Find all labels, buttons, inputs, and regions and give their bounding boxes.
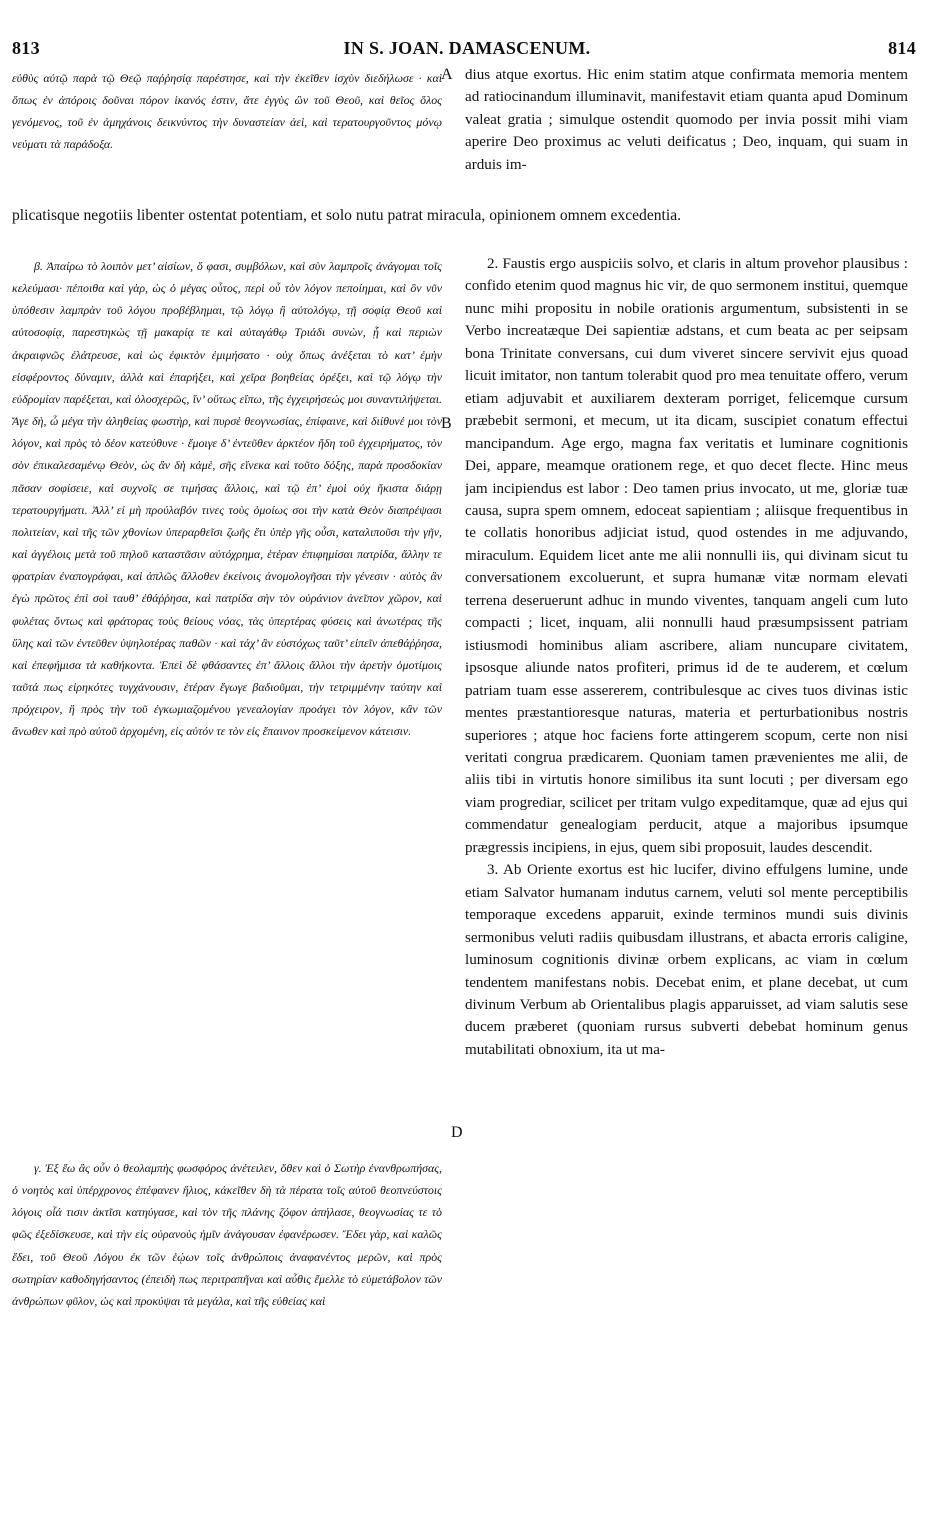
running-title: IN S. JOAN. DAMASCENUM. xyxy=(343,38,591,58)
greek-paragraph-continuation: εὐθὺς αὐτῷ παρὰ τῷ Θεῷ παῤῥησίᾳ παρέστησε, καὶ τὴν ἐκεῖθεν ἰσχὺν διεδήλωσε · καὶ ὅπως ἐν ἀπόροις δοῦναι πόρον ἱκανός ἐστιν, ἅτε ἐγγὺς ὢν τοῦ Θεοῦ, καὶ θεῖος ὅλος γενόμενος, τοῦ ἐν ἀμηχάνοις δεικνύντος τὴν δυναστείαν ἀεὶ, καὶ τερατουργοῦντος μόνῳ νεύματι τὰ παράδοξα. xyxy=(12,71,442,152)
greek-section-3 xyxy=(12,1157,442,1537)
greek-section-2 xyxy=(12,255,442,1150)
greek-column-top xyxy=(12,67,442,201)
latin-column-top xyxy=(465,64,908,206)
latin-paragraph-continuation: dius atque exortus. Hic enim statim atque confirmata memoria mentem ad ratiocinandum illuminavit, manifestavit etiam quanta apud Dominum valeat gratia ; simulque ostendit quomodo per invia possit mihi viam aperire Deo proximus ac veluti deificatus ; Deo, inquam, qui suam in arduis im- xyxy=(465,67,908,173)
page-number-left: 813 xyxy=(12,38,40,58)
latin-paragraph-2: 2. Faustis ergo auspiciis solvo, et claris in altum provehor plausibus : confido etenim quod magnus hic vir, de quo sermonem institui, quemque nunc mihi propositu in nobile orationis argumentum, subsistenti in se Verbo increatæque Dei sapientiæ adstans, et cum beata ac per seipsam bona Trinitate conversans, cui dum viveret sincere servivit ejus quoad licuit imitator, non tantum tolerabit quod pro mea tenuitate offero, verum etiam adjuvabit et auxiliarem dexteram porriget, felicemque cursum præbebit sermoni, et mecum, ut ita dicam, suscipiet conatum effectui mancipandum. Age ergo, magna fax veritatis et luminare cognitionis Dei, appare, meamque orationem rege, et quo decet flecte. Hinc meus jam incipiendus est labor : Deo tamen prius invocato, ut me, gloriæ tuæ causa, supra spem omnem, edoceat sapientiam ; aliisque frequentibus in te collatis honoribus adjiciat istud, quod ostendes in me adjuvando, miraculum. Equidem licet ante me alii nonnulli iis, qui divinam sicut tu conversationem excoluerunt, et supra humanæ vitæ normam elevati terrena deseruerunt adhuc in mundo viventes, tanquam angeli cum luto compacti ; licet, inquam, alii nonnulli haud præsumpsissent patriam istiusmodi hominibus aliam ascribere, aliam nuncupare civitatem, ipsosque aliunde natos profiteri, primus id de te auderem, et cœlum patriam tuam esse assererem, contribulesque ac cives tuos divinas istic mentes præstantioresque naturas, materia et perturbationibus nostris superiores ; atque hoc faciens forte attingerem scopum, certe non nisi veritati congrua prædicarem. Quoniam tamen prævenientes me alii, de aliis tibi in virtutis honore similibus ita sunt locuti ; per diversam ego viam progrediar, scilicet per tritam vulgo expeditamque, quæ ad ejus qui commendatur genealogiam perducit, atque a majoribus ipsumque prægressis incipiens, in ejus, quem sibi proposuit, laudes descendit. xyxy=(465,256,908,856)
latin-column-lower xyxy=(465,253,908,1538)
greek-paragraph-2: β. Ἀπαίρω τὸ λοιπὸν μετ’ αἰσίων, ὅ φασι, συμβόλων, καὶ σὺν λαμπροῖς ἀνάγομαι τοῖς κελεύμασι· πέποιθα καὶ γὰρ, ὡς ὁ μέγας οὗτος, περὶ οὗ τὸν λόγον πεποίημαι, καὶ ὃν νῦν ὑπόθεσιν λαμπρὰν τοῦ λόγου προβέβλημαι, τῷ λόγῳ ἢ αὐτολόγῳ, τῇ σοφίᾳ Θεοῦ καὶ αὐτοσοφίᾳ, παρεστηκὼς τῇ μακαρίᾳ τε καὶ αὐταγάθῳ Τριάδι συνὼν, ᾗ καὶ περιὼν ἀκραιφνῶς ἐλάτρευσε, καὶ ὡς ἐφικτὸν ἐμιμήσατο · οὐχ ὅπως ἀνέξεται τὸ κατ’ ἐμὴν εἰσφέροντος δύναμιν, ἀλλὰ καὶ ἐπαρήξει, καὶ χεῖρα βοηθείας ὀρέξει, καὶ τῷ λόγῳ τὴν εὐδρομίαν παρέξεται, καὶ ὁλοσχερῶς, ἵν’ οὕτως εἴπω, τῆς ἐγχειρήσεώς μοι συναντιλήψεται. Ἄγε δὴ, ὦ μέγα τὴν ἀληθείας φωστὴρ, καὶ πυρσὲ θεογνωσίας, ἐπίφαινε, καὶ διίθυνέ μοι τὸν λόγον, καὶ πρὸς τὸ δέον κατεύθυνε · ἔμοιγε δ’ ἐντεῦθεν ἀρκτέον ἤδη τοῦ ἐγχειρήματος, τὸν σὸν ἐπικαλεσαμένῳ Θεὸν, ὡς ἂν δὴ κἀμὲ, σῆς εἵνεκα καὶ τοῦτο δόξης, παρὰ προσδοκίαν πᾶσαν σοφίσειε, καὶ συχνοῖς σε τιμήσας ἄλλοις, καὶ τῷ ἐπ’ ἐμοὶ οὐχ ἥκιστα διάρῃ τερατουργήματι. Ἀλλ’ εἰ μὴ προύλαβόν τινες τοὺς ὁμοίως σοι τὴν κατὰ Θεὸν διαπρέψασι πολιτείαν, καὶ τῆς τῶν χθονίων ὑπεραρθεῖσι ζωῆς ἔτι ὑπὲρ γῆς οὖσι, καταλιποῦσι τὴν γῆν, καὶ ἀγγέλοις μετὰ τοῦ πηλοῦ καταστᾶσιν αὐτόχρημα, ἑτέραν ἐπιφημίσαι πατρίδα, ἄλλην τε φρατρίαν ἐναπογράφαι, καὶ ἁπλῶς ἄλλοθεν ἐκείνοις ἀνομολογῆσαι τὴν γένεσιν · αὐτὸς ἂν ἐγὼ πρῶτος ἐπὶ σοὶ ταυθ’ ἐθάῤῥησα, καὶ πατρίδα σὴν τὸν οὐράνιον ἀνεῖπον χῶρον, καὶ φυλέτας ὄντως καὶ φράτορας τοὺς θείους νόας, τὰς ὑπερτέρας φύσεις καὶ ἀνωτέρας τῆς ὕλης καὶ τῶν ἐντεῦθεν ὑψηλοτέρας παθῶν · καὶ τάχ’ ἂν εὐστόχως ταῦτ’ εἰπεῖν ἀπεθάῤῥησα, καὶ ἐπεφήμισα τὰ καθήκοντα. Ἐπεὶ δὲ φθάσαντες ἐπ’ ἄλλοις ἄλλοι τὴν ἀρετὴν ὁμοτίμοις ταῦτά πως εἰρηκότες τυγχάνουσιν, ἑτέραν ἔγωγε βαδιοῦμαι, τὴν τετριμμένην ταύτην καὶ πρόχειρον, ἣ πρὸς τὴν τοῦ ἐγκωμιαζομένου γενεαλογίαν προάγει τὸν λόγον, κἂν τῶν ἄνωθεν καὶ πρὸ αὐτοῦ ἀρχομένη, εἰς αὐτόν τε τὸν εἰς ἔπαινον προσκείμενον κάτεισιν. xyxy=(12,259,442,739)
greek-paragraph-3: γ. Ἐξ ἕω ἂς οὖν ὁ θεολαμπὴς φωσφόρος ἀνέτειλεν, ὅθεν καὶ ὁ Σωτὴρ ἐνανθρωπήσας, ὁ νοητὸς καὶ ὑπέρχρονος ἐπέφανεν ἥλιος, κἀκεῖθεν δὴ τὰ πέρατα τοῖς αὐτοῦ θεοπνεύστοις λόγοις οἷά τισιν ἀκτῖσι κατηύγασε, καὶ τὸν τῆς πλάνης ζόφον ἀπήλασε, θεογνωσίας τε τὸ φῶς ἐξεδίσκευσε, καὶ τὴν εἰς οὐρανοὺς ἡμῖν ἀνάγουσαν ἐφανέρωσεν. Ἔδει γὰρ, καὶ καλῶς ἔδει, τοῦ Θεοῦ Λόγου ἐκ τῶν ἑῴων τοῖς ἀνθρώποις ἀναφανέντος μερῶν, καὶ πρὸς σωτηρίαν καθοδηγήσαντος (ἐπειδὴ πως περιτραπῆναι καὶ αὖθις ἔμελλε τὸ εὐμετάβολον τῶν ἀνθρώπων φῦλον, ὡς καὶ προκύψαι τὰ μεγάλα, καὶ τῆς εὐθείας καὶ xyxy=(12,1161,442,1308)
margin-letter-d: D xyxy=(451,1124,463,1141)
latin-paragraph-3: 3. Ab Oriente exortus est hic lucifer, divino effulgens lumine, unde etiam Salvator humanam indutus carnem, veluti sol mente perceptibilis temporaque excedens apparuit, exinde terminos mundi suis divinis sermonibus veluti radiis quibusdam illustrans, et abacta erroris caligine, luminosum cognitionis divinæ orbem explicans, ac viam in cœlum tendentem manifestans nobis. Decebat enim, et plane decebat, ut cum divinum Verbum ab Orientalibus plagis apparuisset, ad viam salutis sese ducem præberet (quoniam rursus subverti debebat hominum genus mutabilitati obnoxium, ita ut ma- xyxy=(465,862,908,1058)
page-number-right: 814 xyxy=(888,38,916,58)
latin-spanning-line xyxy=(12,205,908,227)
margin-letter-b: B xyxy=(441,415,452,432)
latin-spanning-text: plicatisque negotiis libenter ostentat potentiam, et solo nutu patrat miracula, opinionem omnem excedentia. xyxy=(12,207,682,224)
margin-letter-a: A xyxy=(441,66,453,83)
